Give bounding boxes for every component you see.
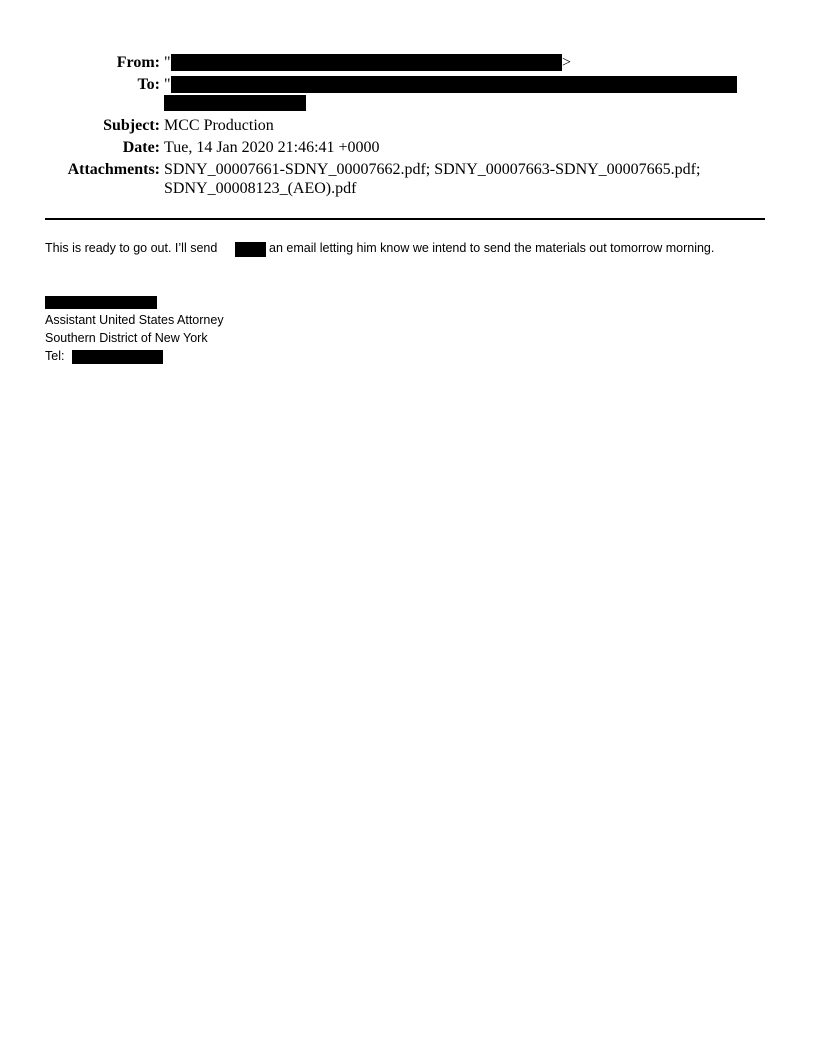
from-value-suffix: > bbox=[562, 54, 572, 71]
to-redaction-line1 bbox=[171, 76, 737, 93]
attachments-line2: SDNY_00008123_(AEO).pdf bbox=[164, 180, 357, 197]
from-value-prefix: " bbox=[164, 54, 171, 71]
signature-office: Southern District of New York bbox=[45, 331, 208, 345]
signature-name-redaction bbox=[45, 296, 157, 309]
message-part2: an email letting him know we intend to send the materials out tomorrow morning. bbox=[269, 241, 715, 255]
from-label: From: bbox=[116, 54, 160, 71]
attachments-line1: SDNY_00007661-SDNY_00007662.pdf; SDNY_00007663-SDNY_00007665.pdf; bbox=[164, 161, 701, 178]
subject-value: MCC Production bbox=[164, 117, 274, 134]
message-part1: This is ready to go out. I’ll send bbox=[45, 241, 218, 255]
to-value-prefix: " bbox=[164, 76, 171, 93]
attachments-label: Attachments: bbox=[67, 161, 160, 178]
subject-row bbox=[0, 115, 816, 137]
signature-tel-redaction bbox=[72, 350, 163, 364]
from-redaction bbox=[171, 54, 562, 71]
message-name-redaction bbox=[235, 242, 266, 257]
to-redaction-line2 bbox=[164, 95, 306, 111]
to-label: To: bbox=[137, 76, 160, 93]
date-value: Tue, 14 Jan 2020 21:46:41 +0000 bbox=[164, 139, 380, 156]
date-row bbox=[0, 137, 816, 159]
subject-label: Subject: bbox=[103, 117, 160, 134]
signature-tel-label: Tel: bbox=[45, 349, 65, 363]
date-label: Date: bbox=[122, 139, 160, 156]
signature-title: Assistant United States Attorney bbox=[45, 313, 224, 327]
header-divider bbox=[45, 218, 765, 220]
attachments-row-2 bbox=[0, 178, 816, 200]
